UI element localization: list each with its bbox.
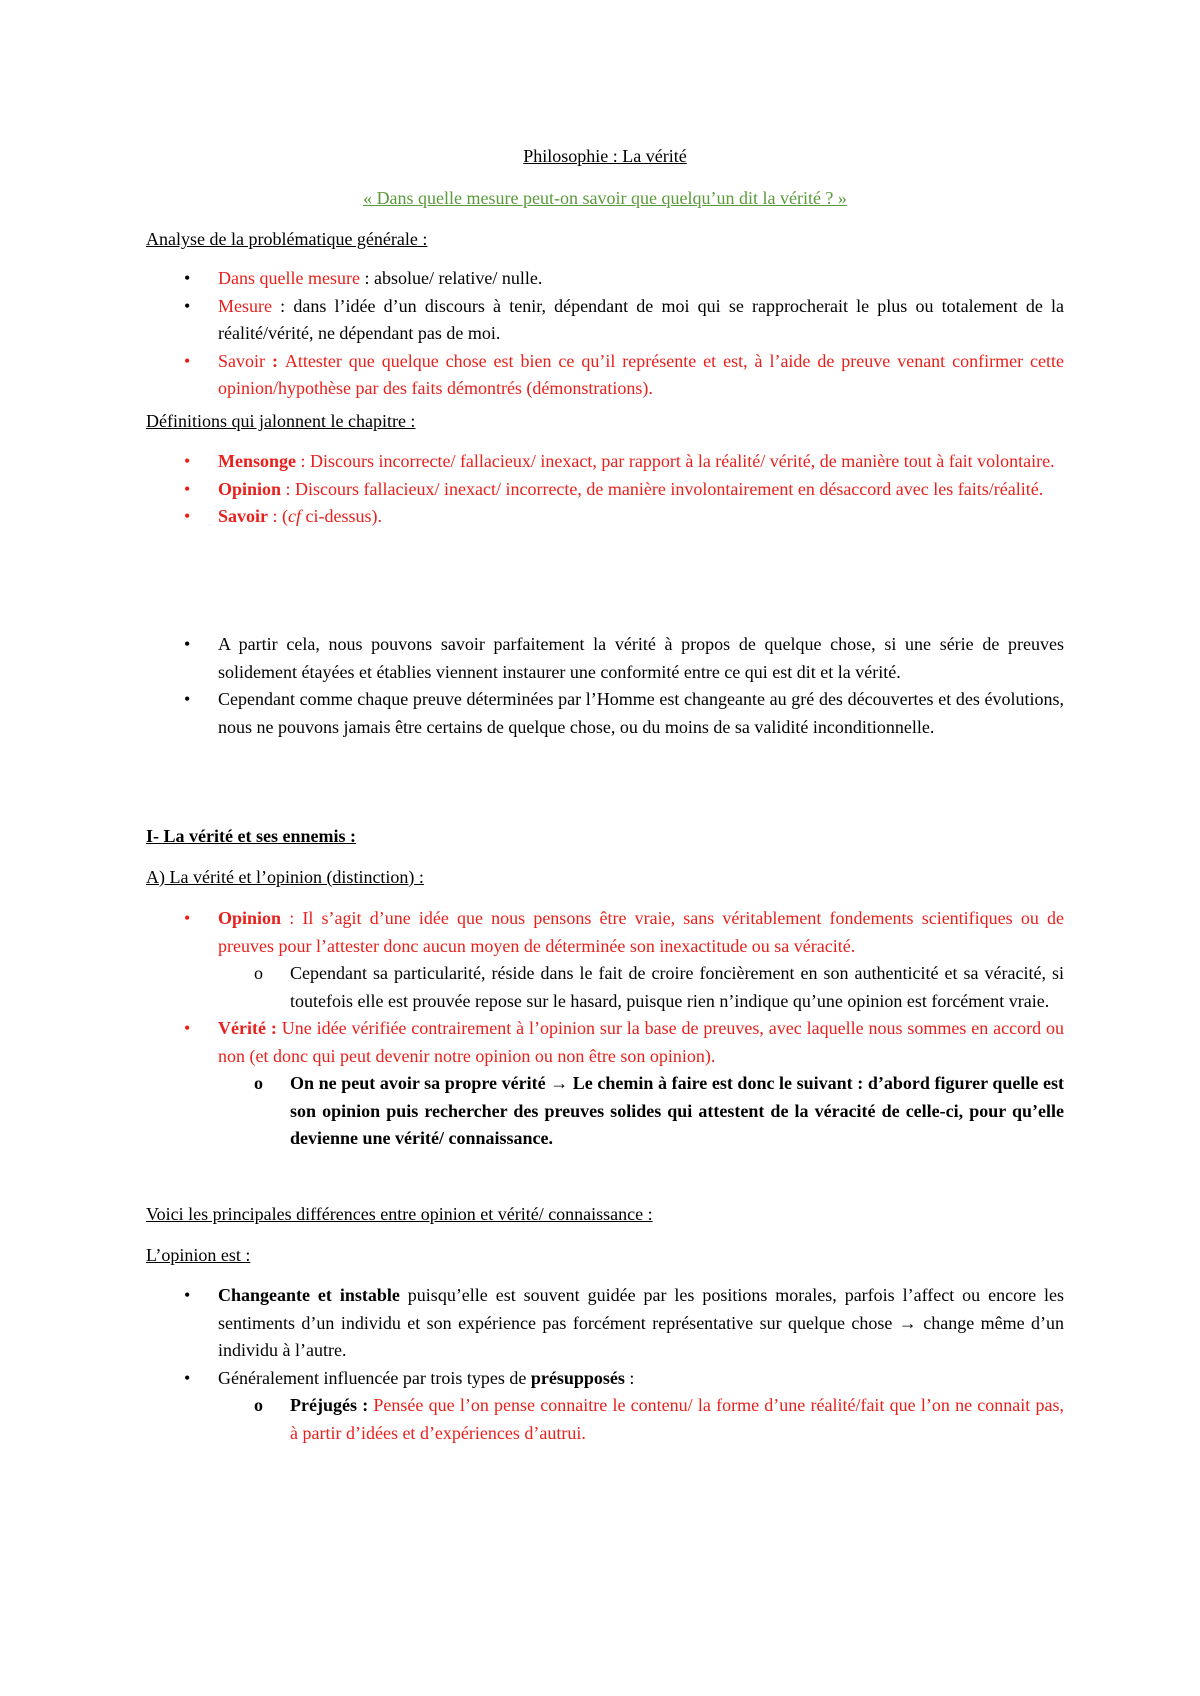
item-text: puisqu’elle est souvent guidée par les positions morales, parfois l’affect ou encore les sentiments d’un individu et son expérience pas forcément représentative sur quelque chose → change même d’un individu à l’autre. (218, 1285, 1064, 1360)
list-item (146, 1365, 1064, 1393)
list-item (146, 503, 1064, 531)
term: Mensonge (218, 451, 296, 471)
item-text: : Discours incorrecte/ fallacieux/ inexact, par rapport à la réalité/ vérité, de manière tout à fait volontaire. (296, 451, 1055, 471)
item-text: : Il s’agit d’une idée que nous pensons être vraie, sans véritablement fondements scientifiques ou de preuves pour l’attester donc aucun moyen de déterminée son inexactitude ou sa véracité. (218, 908, 1064, 956)
item-text: Attester que quelque chose est bien ce qu’il représente et est, à l’aide de preuve venant confirmer cette opinion/hypothèse par des faits démontrés (démonstrations). (218, 350, 1064, 398)
definitions-list (146, 448, 1064, 531)
term: présupposés (530, 1367, 625, 1388)
item-text: : (624, 1367, 635, 1388)
list-item (146, 1392, 1064, 1447)
list-item (146, 1070, 1064, 1153)
circle-bullet-icon: o (254, 1073, 263, 1093)
item-text: : Discours fallacieux/ inexact/ incorrecte, de manière involontairement en désaccord avec les faits/réalité. (281, 478, 1044, 499)
verite-opinion-list (146, 905, 1064, 1153)
item-text: Généralement influencée par trois types de (218, 1367, 531, 1388)
item-text: Cependant comme chaque preuve déterminées par l’Homme est changeante au gré des découvertes et des évolutions, nous ne pouvons jamais être certains de quelque chose, ou du moins de sa validité inconditionnelle. (218, 689, 1064, 737)
definitions-heading: Définitions qui jalonnent le chapitre : (146, 411, 416, 431)
item-text: : ( (268, 506, 289, 526)
opinion-est-heading: L’opinion est : (146, 1245, 251, 1265)
term: Changeante et instable (218, 1285, 400, 1305)
item-text: : absolue/ relative/ nulle. (359, 268, 543, 288)
bullet-icon: • (184, 295, 191, 316)
item-text: Une idée vérifiée contrairement à l’opinion sur la base de preuves, avec laquelle nous sommes en accord ou non (et donc qui peut devenir notre opinion ou non être son opinion). (218, 1018, 1064, 1066)
term: Dans quelle mesure (218, 268, 360, 288)
list-item (146, 1015, 1064, 1070)
document-question: « Dans quelle mesure peut-on savoir que quelqu’un dit la vérité ? » (363, 188, 847, 208)
circle-bullet-icon: o (254, 1395, 263, 1415)
list-item (146, 476, 1064, 504)
item-text-italic: cf (288, 506, 302, 526)
term: Vérité : (218, 1018, 277, 1038)
list-item (146, 265, 1064, 293)
bullet-icon: • (184, 1018, 191, 1038)
differences-heading: Voici les principales différences entre opinion et vérité/ connaissance : (146, 1204, 653, 1224)
list-item (146, 448, 1064, 476)
bullet-icon: • (184, 634, 191, 654)
analyse-list (146, 265, 1064, 403)
conclusion-list (146, 631, 1064, 741)
term: Savoir (218, 506, 269, 526)
analyse-heading: Analyse de la problématique générale : (146, 229, 428, 249)
document-title: Philosophie : La vérité (523, 146, 687, 166)
subsection-heading: A) La vérité et l’opinion (distinction) : (146, 867, 424, 887)
item-text: A partir cela, nous pouvons savoir parfaitement la vérité à propos de quelque chose, si une série de preuves solidement étayées et établies viennent instaurer une conformité entre ce qui est dit et la vérité. (218, 634, 1064, 682)
circle-bullet-icon: o (254, 963, 263, 983)
item-text: On ne peut avoir sa propre vérité → Le chemin à faire est donc le suivant : d’abord figurer quelle est son opinion puis rechercher des preuves solides qui attestent de la véracité de celle-ci, pour qu’elle devienne une vérité/ connaissance. (290, 1073, 1064, 1148)
term: Savoir (218, 350, 265, 371)
item-text: Cependant sa particularité, réside dans le fait de croire foncièrement en son authenticité et sa véracité, si toutefois elle est prouvée repose sur le hasard, puisque rien n’indique qu’une opinion est forcément vraie. (290, 963, 1064, 1011)
list-item (146, 905, 1064, 960)
item-text: ci-dessus). (301, 506, 382, 526)
section-heading: I- La vérité et ses ennemis : (146, 826, 356, 846)
list-item (146, 631, 1064, 686)
list-item (146, 1282, 1064, 1365)
list-item (146, 293, 1064, 348)
list-item (146, 348, 1064, 403)
bullet-icon: • (184, 908, 191, 928)
bullet-icon: • (184, 350, 191, 371)
bullet-icon: • (184, 506, 191, 526)
bullet-icon: • (184, 689, 191, 709)
list-item (146, 960, 1064, 1015)
item-text: Pensée que l’on pense connaitre le contenu/ la forme d’une réalité/fait que l’on ne connait pas, à partir d’idées et d’expériences d’autrui. (290, 1395, 1064, 1443)
item-text: : dans l’idée d’un discours à tenir, dépendant de moi qui se rapprocherait le plus ou totalement de la réalité/vérité, ne dépendant pas de moi. (218, 295, 1064, 343)
term: Mesure (218, 295, 272, 316)
term: Opinion (218, 908, 282, 928)
list-item (146, 686, 1064, 741)
bullet-icon: • (184, 268, 191, 288)
bullet-icon: • (184, 478, 191, 499)
bullet-icon: • (184, 451, 191, 471)
separator: : (265, 350, 285, 371)
opinion-characteristics-list (146, 1282, 1064, 1447)
term: Opinion (218, 478, 282, 499)
term: Préjugés : (290, 1395, 369, 1415)
bullet-icon: • (184, 1367, 191, 1388)
bullet-icon: • (184, 1285, 191, 1305)
